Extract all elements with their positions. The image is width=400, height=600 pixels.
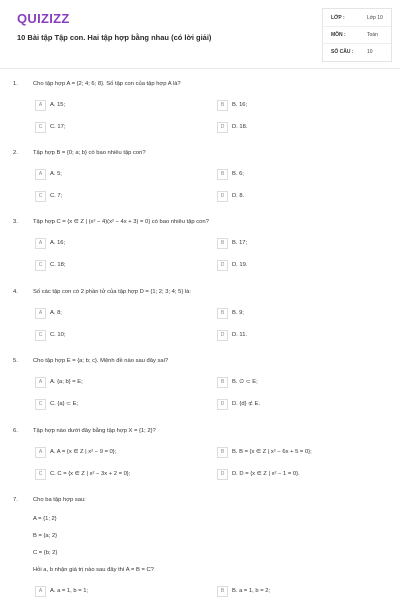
option-text: B. 6; xyxy=(232,171,244,177)
question-number: 6. xyxy=(13,428,18,434)
option-letter-box: C xyxy=(35,191,46,202)
option-text: B. 9; xyxy=(232,310,244,316)
set-definition-b: B = {a; 2} xyxy=(33,533,58,539)
option-text: D. 8. xyxy=(232,193,245,199)
option-text: B. 17; xyxy=(232,240,248,246)
question-number: 4. xyxy=(13,289,18,295)
option-letter-box: C xyxy=(35,122,46,133)
option-letter-box: A xyxy=(35,100,46,111)
set-definition-a: A = {1; 2} xyxy=(33,516,57,522)
option-text: A. 16; xyxy=(50,240,66,246)
option-text: D. 19. xyxy=(232,262,248,268)
option-letter-box: D xyxy=(217,260,228,271)
quizizz-logo[interactable]: QUIZIZZ xyxy=(17,11,70,26)
header-divider xyxy=(0,68,400,69)
option-c[interactable] xyxy=(35,330,185,341)
option-b[interactable] xyxy=(217,586,367,597)
option-letter-box: A xyxy=(35,238,46,249)
option-text: D. 18. xyxy=(232,124,248,130)
question-number: 5. xyxy=(13,358,18,364)
option-c[interactable] xyxy=(35,122,185,133)
option-b[interactable] xyxy=(217,238,367,249)
option-text: A. A = {x ∈ Z | x² − 9 = 0}; xyxy=(50,449,117,455)
option-a[interactable] xyxy=(35,308,185,319)
meta-value: 10 xyxy=(367,49,373,55)
option-b[interactable] xyxy=(217,169,367,180)
option-a[interactable] xyxy=(35,238,185,249)
meta-label: MÔN : xyxy=(331,32,346,38)
meta-label: SỐ CÂU : xyxy=(331,49,354,55)
question-text: Cho ba tập hợp sau: xyxy=(33,497,86,503)
option-letter-box: B xyxy=(217,586,228,597)
question-text: Cho tập hợp E = {a; b; c}. Mệnh đề nào sau đây sai? xyxy=(33,358,169,364)
option-c[interactable] xyxy=(35,191,185,202)
option-text: C. 18; xyxy=(50,262,66,268)
option-letter-box: A xyxy=(35,169,46,180)
option-text: B. a = 1, b = 2; xyxy=(232,588,271,594)
option-a[interactable] xyxy=(35,169,185,180)
question-number: 1. xyxy=(13,81,18,87)
option-a[interactable] xyxy=(35,586,185,597)
option-letter-box: B xyxy=(217,308,228,319)
option-d[interactable] xyxy=(217,469,367,480)
meta-row-count xyxy=(323,43,391,60)
option-text: C. 17; xyxy=(50,124,66,130)
question-subtext: Hỏi a, b nhận giá trị nào sau đây thì A = B = C? xyxy=(33,567,154,573)
option-a[interactable] xyxy=(35,447,185,458)
option-text: A. a = 1, b = 1; xyxy=(50,588,89,594)
option-b[interactable] xyxy=(217,308,367,319)
option-letter-box: A xyxy=(35,447,46,458)
question-text: Tập hợp B = {0; a; b} có bao nhiêu tập con? xyxy=(33,150,146,156)
option-text: C. C = {x ∈ Z | x² − 3x + 2 = 0}; xyxy=(50,471,131,477)
header xyxy=(0,0,400,64)
option-text: D. {d} ⊄ E. xyxy=(232,401,261,407)
option-d[interactable] xyxy=(217,191,367,202)
question-number: 3. xyxy=(13,219,18,225)
option-a[interactable] xyxy=(35,100,185,111)
option-text: C. 10; xyxy=(50,332,66,338)
meta-box xyxy=(322,8,392,62)
option-letter-box: B xyxy=(217,100,228,111)
option-text: A. 8; xyxy=(50,310,62,316)
option-c[interactable] xyxy=(35,260,185,271)
option-a[interactable] xyxy=(35,377,185,388)
option-text: B. B = {x ∈ Z | x² − 6x + 5 = 0}; xyxy=(232,449,312,455)
option-letter-box: B xyxy=(217,447,228,458)
option-text: A. 5; xyxy=(50,171,62,177)
option-text: C. 7; xyxy=(50,193,63,199)
question-text: Số các tập con có 2 phần tử của tập hợp D = {1; 2; 3; 4; 5} là: xyxy=(33,289,192,295)
option-letter-box: D xyxy=(217,191,228,202)
meta-label: LỚP : xyxy=(331,15,345,21)
option-letter-box: D xyxy=(217,399,228,410)
option-text: B. ∅ ⊂ E; xyxy=(232,379,258,385)
option-letter-box: C xyxy=(35,399,46,410)
option-letter-box: C xyxy=(35,469,46,480)
option-letter-box: B xyxy=(217,238,228,249)
option-text: B. 16; xyxy=(232,102,248,108)
option-b[interactable] xyxy=(217,377,367,388)
option-text: D. D = {x ∈ Z | x² − 1 = 0}. xyxy=(232,471,300,477)
option-text: A. 15; xyxy=(50,102,66,108)
option-letter-box: B xyxy=(217,377,228,388)
option-letter-box: C xyxy=(35,260,46,271)
meta-value: Toán xyxy=(367,32,378,38)
option-letter-box: A xyxy=(35,586,46,597)
option-letter-box: D xyxy=(217,330,228,341)
question-number: 2. xyxy=(13,150,18,156)
question-text: Cho tập hợp A = {2; 4; 6; 8}. Số tập con của tập hợp A là? xyxy=(33,81,181,87)
option-b[interactable] xyxy=(217,100,367,111)
option-d[interactable] xyxy=(217,399,367,410)
option-letter-box: D xyxy=(217,469,228,480)
meta-value: Lớp 10 xyxy=(367,15,383,21)
option-text: C. {a} ⊂ E; xyxy=(50,401,79,407)
option-d[interactable] xyxy=(217,260,367,271)
question-text: Tập hợp nào dưới đây bằng tập hợp X = {1; 2}? xyxy=(33,428,156,434)
option-letter-box: C xyxy=(35,330,46,341)
meta-row-subject xyxy=(323,26,391,44)
option-d[interactable] xyxy=(217,330,367,341)
option-c[interactable] xyxy=(35,469,185,480)
option-text: A. {a; b} = E; xyxy=(50,379,83,385)
option-b[interactable] xyxy=(217,447,367,458)
option-letter-box: A xyxy=(35,377,46,388)
option-letter-box: B xyxy=(217,169,228,180)
set-definition-c: C = {b; 2} xyxy=(33,550,58,556)
option-text: D. 11. xyxy=(232,332,248,338)
option-d[interactable] xyxy=(217,122,367,133)
page-title: 10 Bài tập Tập con. Hai tập hợp bằng nhau (có lời giải) xyxy=(17,33,212,42)
option-letter-box: D xyxy=(217,122,228,133)
question-number: 7. xyxy=(13,497,18,503)
option-letter-box: A xyxy=(35,308,46,319)
option-c[interactable] xyxy=(35,399,185,410)
meta-row-class xyxy=(323,9,391,27)
question-text: Tập hợp C = {x ∈ Z | (x² − 4)(x² − 4x + 3) = 0} có bao nhiêu tập con? xyxy=(33,219,209,225)
